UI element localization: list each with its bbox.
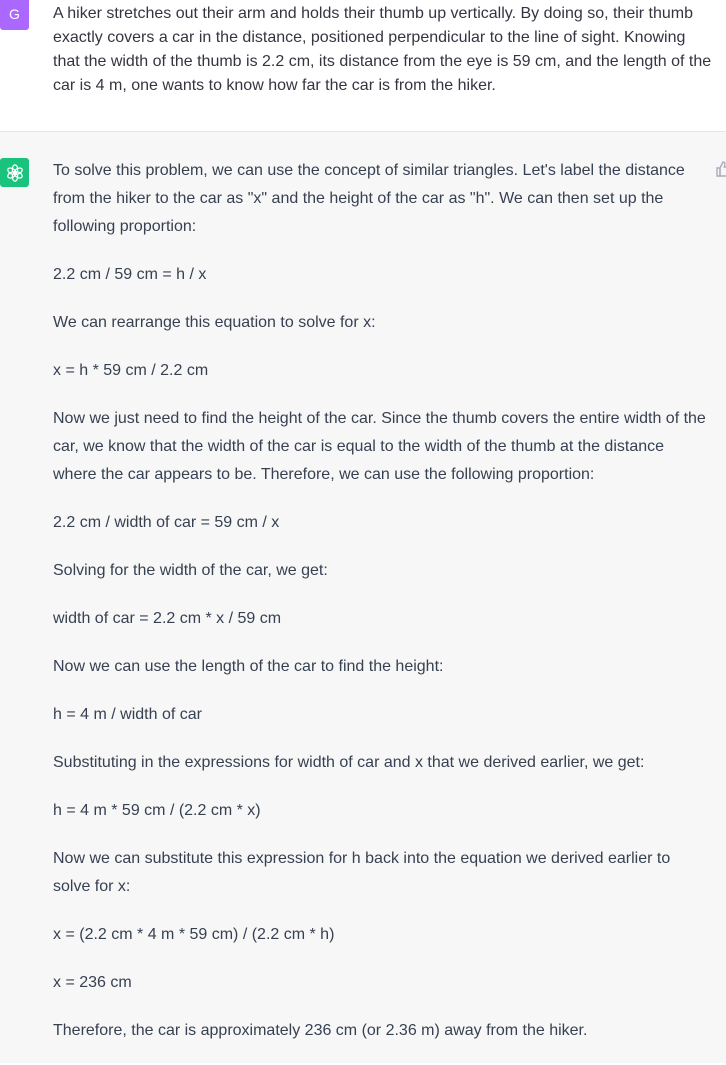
answer-paragraph: 2.2 cm / 59 cm = h / x (53, 266, 207, 283)
answer-paragraph: Substituting in the expressions for width of car and x that we derived earlier, we get: (53, 754, 645, 771)
answer-paragraph: x = (2.2 cm * 4 m * 59 cm) / (2.2 cm * h) (53, 926, 335, 943)
user-avatar: G (0, 0, 29, 30)
answer-paragraph: width of car = 2.2 cm * x / 59 cm (53, 610, 282, 627)
answer-paragraph: Solving for the width of the car, we get: (53, 562, 328, 579)
answer-paragraph: Now we can substitute this expression for h back into the equation we derived earlier to solve for x: (53, 850, 671, 895)
answer-paragraph: x = h * 59 cm / 2.2 cm (53, 362, 209, 379)
openai-logo-icon (5, 163, 25, 183)
answer-paragraph: To solve this problem, we can use the concept of similar triangles. Let's label the distance from the hiker to the car as "x" and the height of the car as "h". We can then set up the following proportion: (53, 162, 685, 235)
user-message-block (0, 0, 726, 132)
assistant-message-block (0, 132, 726, 1063)
answer-paragraph: x = 236 cm (53, 974, 132, 991)
answer-paragraph: We can rearrange this equation to solve for x: (53, 314, 376, 331)
assistant-avatar (0, 158, 29, 187)
answer-paragraph: Now we can use the length of the car to find the height: (53, 658, 444, 675)
answer-paragraph: Therefore, the car is approximately 236 cm (or 2.36 m) away from the hiker. (53, 1022, 588, 1039)
user-message-text: A hiker stretches out their arm and holds their thumb up vertically. By doing so, their thumb exactly covers a car in the distance, positioned perpendicular to the line of sight. Knowing that the width of the thumb is 2.2 cm, its distance from the eye is 59 cm, and the length of the car is 4 m, one wants to know how far the car is from the hiker. (53, 5, 712, 94)
answer-paragraph: Now we just need to find the height of the car. Since the thumb covers the entire width of the car, we know that the width of the car is equal to the width of the thumb at the distance where the car appears to be. Therefore, we can use the following proportion: (53, 410, 706, 483)
answer-paragraph: h = 4 m * 59 cm / (2.2 cm * x) (53, 802, 261, 819)
thumbs-up-icon[interactable] (716, 160, 726, 178)
assistant-message-text (53, 157, 709, 1065)
answer-paragraph: h = 4 m / width of car (53, 706, 202, 723)
answer-paragraph: 2.2 cm / width of car = 59 cm / x (53, 514, 280, 531)
